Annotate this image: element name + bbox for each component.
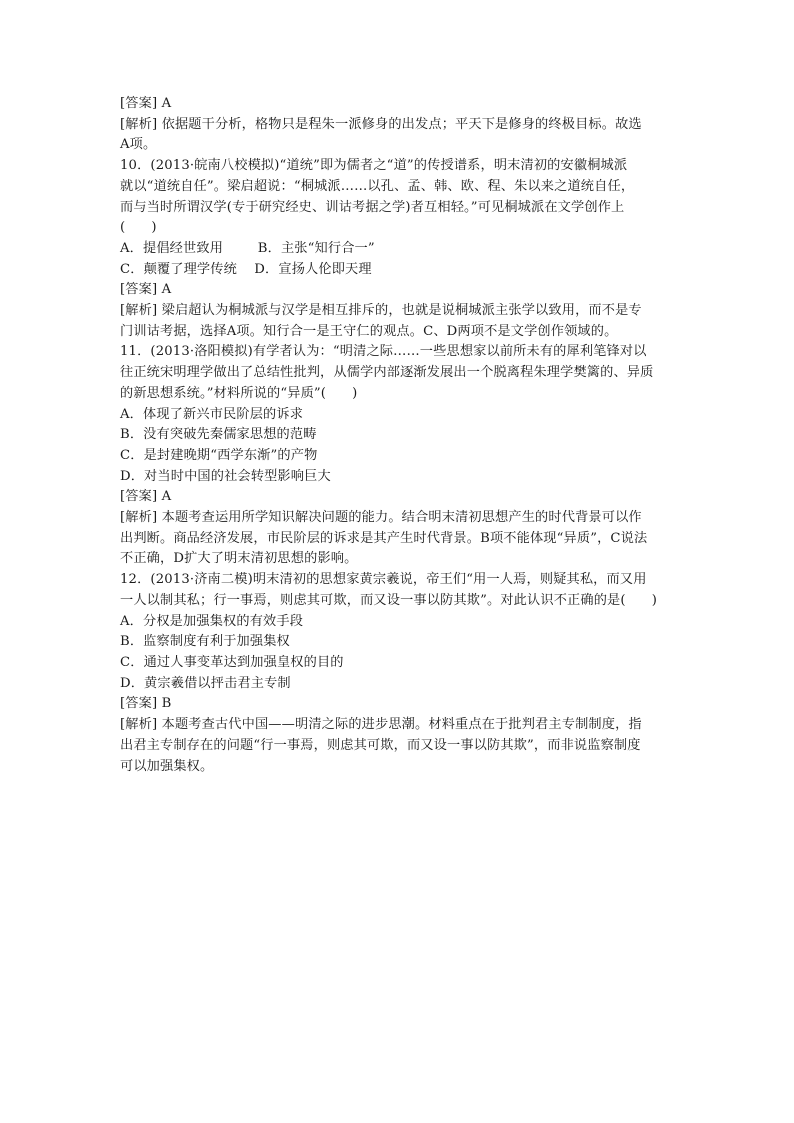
q12-stem-cont: 一人以制其私；行一事焉，则虑其可欺，而又设一事以防其欺”。对此认识不正确的是( ) xyxy=(120,592,658,608)
q10-stem-cont: 就以“道统自任”。梁启超说：“桐城派……以孔、孟、韩、欧、程、朱以来之道统自任， xyxy=(120,178,635,194)
q10-stem: 10．(2013·皖南八校模拟)“道统”即为儒者之“道”的传授谱系，明末清初的安徽桐城派 xyxy=(120,158,628,174)
q12-stem: 12．(2013·济南二模)明末清初的思想家黄宗羲说，帝王们“用一人焉，则疑其私，而又用 xyxy=(120,572,647,588)
q10-analysis: [解析] 梁启超认为桐城派与汉学是相互排斥的，也就是说桐城派主张学以致用，而不是专 xyxy=(120,303,642,319)
q12-analysis: [解析] 本题考查古代中国——明清之际的进步思潮。材料重点在于批判君主专制制度，指 xyxy=(120,717,642,733)
q11-option-a: A．体现了新兴市民阶层的诉求 xyxy=(120,406,304,422)
q11-analysis-cont: 出判断。商品经济发展，市民阶层的诉求是其产生时代背景。B项不能体现“异质”，C说法 xyxy=(120,530,648,546)
q10-blank: ( ) xyxy=(120,220,157,236)
q11-stem: 11．(2013·洛阳模拟)有学者认为：“明清之际……一些思想家以前所未有的犀利笔锋对以 xyxy=(120,344,647,360)
q11-answer: [答案] A xyxy=(120,489,172,505)
q9-analysis-cont: A项。 xyxy=(120,137,157,153)
q10-options-ab: A．提倡经世致用 B．主张“知行合一” xyxy=(120,240,375,256)
q11-option-d: D．对当时中国的社会转型影响巨大 xyxy=(120,468,331,484)
q12-option-a: A．分权是加强集权的有效手段 xyxy=(120,613,304,629)
q11-analysis: [解析] 本题考查运用所学知识解决问题的能力。结合明末清初思想产生的时代背景可以作 xyxy=(120,510,642,526)
q9-analysis: [解析] 依据题干分析，格物只是程朱一派修身的出发点；平天下是修身的终极目标。故选 xyxy=(120,116,642,132)
q11-stem-cont: 往正统宋明理学做出了总结性批判，从儒学内部逐渐发展出一个脱离程朱理学樊篱的、异质 xyxy=(120,365,654,381)
q10-analysis-cont: 门训诂考据，选择A项。知行合一是王守仁的观点。C、D两项不是文学创作领域的。 xyxy=(120,323,618,339)
q9-answer: [答案] A xyxy=(120,96,172,111)
q12-option-b: B．监察制度有利于加强集权 xyxy=(120,634,290,650)
q11-stem-cont: 的新思想系统。”材料所说的“异质”( ) xyxy=(120,385,358,401)
q12-analysis-cont: 可以加强集权。 xyxy=(120,758,214,774)
q12-answer: [答案] B xyxy=(120,696,172,712)
q12-analysis-cont: 出君主专制存在的问题“行一事焉，则虑其可欺，而又设一事以防其欺”，而非说监察制度 xyxy=(120,737,641,753)
q10-stem-cont: 而与当时所谓汉学(专于研究经史、训诂考据之学)者互相轻。”可见桐城派在文学创作上 xyxy=(120,199,625,215)
q11-analysis-cont: 不正确，D扩大了明末清初思想的影响。 xyxy=(120,551,358,567)
q12-option-d: D．黄宗羲借以抨击君主专制 xyxy=(120,675,291,691)
document-body xyxy=(120,94,676,777)
q10-options-cd: C．颠覆了理学传统 D．宣扬人伦即天理 xyxy=(120,261,372,277)
q11-option-c: C．是封建晚期“西学东渐”的产物 xyxy=(120,447,318,463)
q12-option-c: C．通过人事变革达到加强皇权的目的 xyxy=(120,654,344,670)
q11-option-b: B．没有突破先秦儒家思想的范畴 xyxy=(120,427,317,443)
q10-answer: [答案] A xyxy=(120,282,172,298)
